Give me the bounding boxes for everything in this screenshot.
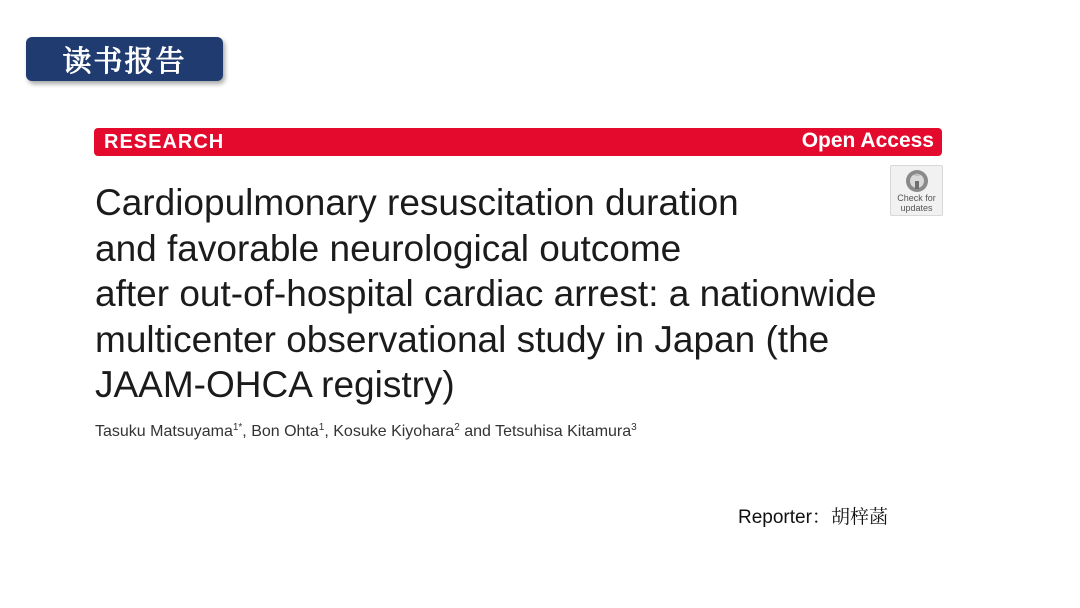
title-line: after out-of-hospital cardiac arrest: a nationwide xyxy=(95,273,877,314)
author-affiliation: 1 xyxy=(318,422,325,433)
research-label: RESEARCH xyxy=(104,131,225,153)
crossmark-label-1: Check for xyxy=(897,193,936,203)
author-separator: , xyxy=(324,423,334,440)
reporter-name: 胡梓菡 xyxy=(830,507,888,528)
reporter-label: Reporter： xyxy=(738,507,831,528)
title-line: JAAM-OHCA registry) xyxy=(95,364,455,405)
author-name: Tasuku Matsuyama xyxy=(95,423,233,440)
author-name: Tetsuhisa Kitamura xyxy=(495,423,632,440)
reporter-credit xyxy=(738,502,888,529)
article-type-bar xyxy=(94,128,942,156)
author-name: Bon Ohta xyxy=(251,423,319,440)
report-badge: 读书报告 xyxy=(26,37,223,81)
author-list xyxy=(95,422,637,441)
author-affiliation: 1* xyxy=(232,422,243,433)
title-line: and favorable neurological outcome xyxy=(95,227,682,269)
crossmark-label-2: updates xyxy=(900,203,933,213)
open-access-label: Open Access xyxy=(801,129,934,152)
author-affiliation: 3 xyxy=(631,422,637,433)
author-separator: , xyxy=(242,423,252,440)
author-name: Kosuke Kiyohara xyxy=(333,423,455,440)
author-affiliation: 2 xyxy=(454,422,460,433)
title-line: multicenter observational study in Japan (the xyxy=(95,318,830,360)
title-line: Cardiopulmonary resuscitation duration xyxy=(95,182,739,223)
paper-title xyxy=(95,180,965,408)
author-separator: and xyxy=(459,423,496,440)
